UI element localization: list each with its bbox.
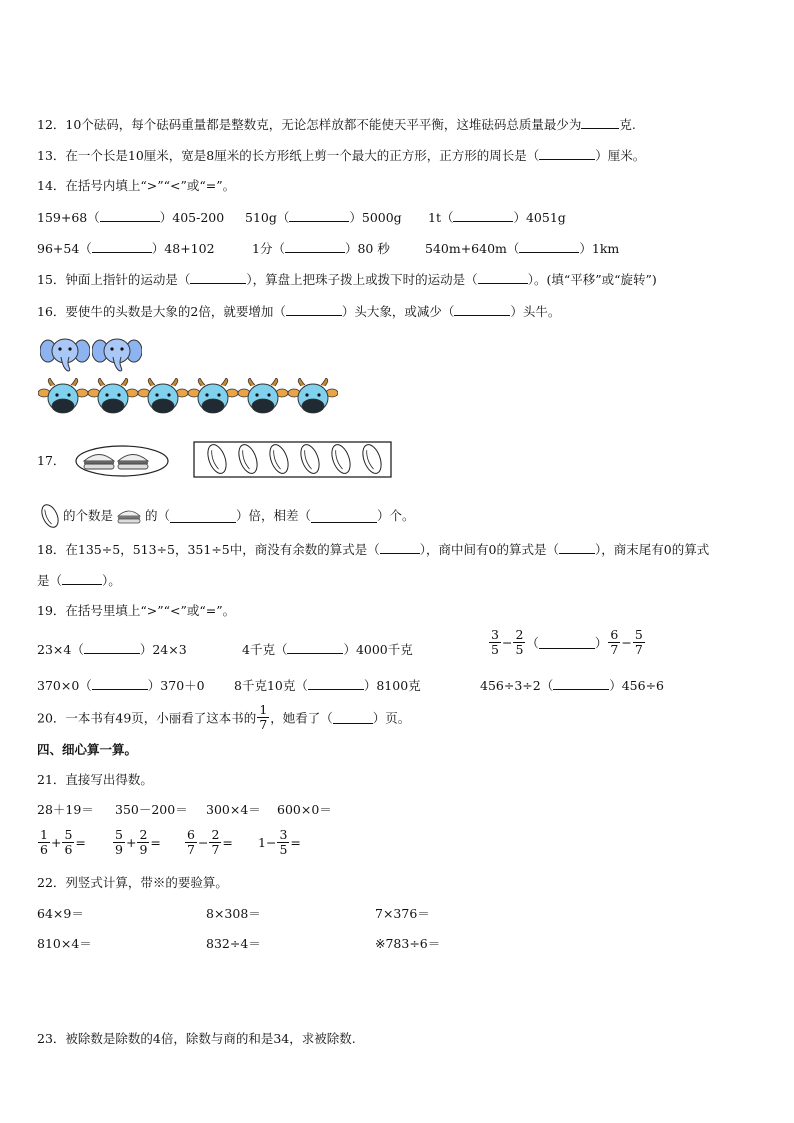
q22-item1: 64×9＝	[37, 906, 84, 921]
q13-answer-blank[interactable]	[539, 147, 595, 160]
question-20	[37, 703, 410, 732]
q21-frac-item4	[258, 828, 301, 857]
burger-icon	[115, 506, 143, 526]
q19-r2b-blank[interactable]	[308, 677, 364, 690]
fraction	[257, 703, 269, 732]
open-paren: （	[526, 635, 539, 651]
q19-r2c-r: ）456÷6	[609, 678, 665, 693]
q19-r1c-blank[interactable]	[539, 636, 595, 649]
elephant-row	[40, 337, 160, 373]
q19-r1b-blank[interactable]	[287, 641, 343, 654]
sausage-icon	[266, 442, 291, 476]
numerator: 6	[187, 827, 195, 842]
fraction	[513, 628, 525, 657]
q19-r2-item3	[480, 677, 664, 694]
fraction	[38, 828, 50, 857]
question-21-title: 21．直接写出得数。	[37, 772, 153, 787]
q21-frac-item3	[184, 828, 233, 857]
plus-sign: +	[125, 835, 137, 850]
q17-blank1[interactable]	[170, 510, 236, 523]
q17-label: 17．	[37, 453, 66, 468]
question-13	[37, 147, 645, 164]
q22-item6: ※783÷6＝	[375, 936, 441, 951]
q19-r2c-l: 456÷3÷2（	[480, 678, 554, 693]
denominator: 6	[40, 842, 48, 857]
equals-sign: =	[290, 835, 301, 850]
question-17	[37, 503, 415, 529]
q14-r2-1-left: 96+54（	[37, 241, 92, 256]
q19-r2c-blank[interactable]	[553, 677, 609, 690]
denominator: 6	[64, 842, 73, 857]
q14-r2-1-blank[interactable]	[92, 240, 152, 253]
cow-icon	[188, 378, 238, 418]
denominator: 9	[139, 842, 148, 857]
cow-icon	[38, 378, 88, 418]
q19-r1-item1	[37, 641, 187, 658]
cow-row	[38, 378, 338, 418]
burger-icon	[118, 455, 148, 470]
fraction	[62, 828, 74, 857]
q14-row2-item1	[37, 240, 215, 257]
q15-blank1[interactable]	[190, 271, 246, 284]
numerator: 2	[139, 827, 148, 842]
q18-a: 18．在135÷5，513÷5，351÷5中，商没有余数的算式是（	[37, 542, 380, 557]
q15-blank2[interactable]	[478, 271, 528, 284]
q14-r1-1-left: 159+68（	[37, 210, 100, 225]
denominator: 5	[491, 642, 499, 657]
minus-sign: −	[197, 835, 209, 850]
q12-text: 12．10个砝码，每个砝码重量都是整数克，无论怎样放都不能使天平平衡，这堆砝码总质量最少为	[37, 117, 582, 132]
equals-sign: =	[222, 835, 233, 850]
cow-icon	[138, 378, 188, 418]
q17-d: ）个。	[377, 508, 415, 523]
numerator: 5	[64, 827, 73, 842]
question-18-line1	[37, 541, 709, 558]
q19-r1a-l: 23×4（	[37, 642, 84, 657]
q14-row2-item2	[252, 240, 390, 257]
q14-r2-2-left: 1分（	[252, 241, 285, 256]
question-23: 23．被除数是除数的4倍，除数与商的和是34，求被除数.	[37, 1031, 356, 1046]
equals-sign: =	[75, 835, 86, 850]
q14-row1-item3	[428, 209, 566, 226]
q14-r2-3-blank[interactable]	[519, 240, 579, 253]
cow-icon	[238, 378, 288, 418]
q16-a: 16．要使牛的头数是大象的2倍，就要增加（	[37, 304, 286, 319]
q19-r1b-l: 4千克（	[242, 642, 288, 657]
question-15	[37, 271, 657, 288]
denominator: 7	[259, 717, 268, 732]
q20-c: ）页。	[372, 710, 411, 726]
q14-r1-2-right: ）5000g	[349, 210, 402, 225]
numerator: 3	[491, 627, 499, 642]
fraction	[633, 628, 645, 657]
q22-item5: 832÷4＝	[206, 936, 261, 951]
q22-item3: 7×376＝	[375, 906, 430, 921]
fraction	[137, 828, 149, 857]
fraction	[608, 628, 620, 657]
numerator: 5	[115, 827, 123, 842]
burger-icon	[84, 455, 114, 470]
plus-sign: +	[50, 835, 62, 850]
q14-r1-2-blank[interactable]	[289, 209, 349, 222]
q18-blank2[interactable]	[559, 541, 595, 554]
cow-icon	[288, 378, 338, 418]
q13-after: ）厘米。	[595, 148, 646, 163]
q15-b: ），算盘上把珠子拨上或拨下时的运动是（	[246, 272, 478, 287]
q20-blank[interactable]	[333, 711, 373, 724]
q22-item2: 8×308＝	[206, 906, 261, 921]
q15-c: ）。(填“平移”或“旋转”)	[527, 272, 657, 287]
q19-r2-item1	[37, 677, 205, 694]
q14-r1-3-right: ）4051g	[513, 210, 566, 225]
q14-r2-2-right: ）80 秒	[344, 241, 390, 256]
q21-frac-item2	[112, 828, 161, 857]
numerator: 6	[610, 627, 619, 642]
denominator: 9	[115, 842, 123, 857]
q19-r1a-blank[interactable]	[84, 641, 140, 654]
sausage-icon	[328, 442, 353, 476]
sausage-icon	[204, 442, 229, 476]
q19-r1-item2	[242, 641, 413, 658]
q18-blank1[interactable]	[380, 541, 420, 554]
denominator: 7	[211, 842, 220, 857]
section-heading: 四、细心算一算。	[37, 742, 138, 757]
q19-r1-item3	[488, 628, 646, 657]
q21-item3: 300×4＝	[206, 802, 261, 817]
q19-r2a-blank[interactable]	[92, 677, 148, 690]
q21-frac-item1	[37, 828, 86, 857]
q15-a: 15．钟面上指针的运动是（	[37, 272, 191, 287]
q20-b: ，她看了（	[270, 710, 333, 726]
q17-blank2[interactable]	[311, 510, 377, 523]
fraction	[113, 828, 125, 857]
denominator: 7	[634, 642, 643, 657]
one-minus: 1−	[258, 835, 277, 850]
equals-sign: =	[150, 835, 161, 850]
q14-r2-1-right: ）48+102	[151, 241, 215, 256]
q21-item2: 350－200＝	[115, 802, 188, 817]
denominator: 7	[187, 842, 195, 857]
elephant-icon	[40, 337, 90, 373]
q16-blank1[interactable]	[286, 303, 342, 316]
numerator: 5	[634, 627, 643, 642]
q18-d: 是（	[37, 573, 63, 588]
fraction	[277, 828, 289, 857]
q14-r1-1-right: ）405-200	[159, 210, 225, 225]
sausage-icon	[235, 442, 260, 476]
q19-r2-item2	[234, 677, 421, 694]
q14-r1-3-left: 1t（	[428, 210, 454, 225]
q19-r2b-r: ）8100克	[363, 678, 421, 693]
q21-item4: 600×0＝	[277, 802, 332, 817]
q12-unit: 克.	[619, 117, 636, 132]
q14-r1-1-blank[interactable]	[100, 209, 160, 222]
numerator: 2	[515, 627, 524, 642]
denominator: 5	[515, 642, 524, 657]
sausage-icon	[359, 442, 384, 476]
denominator: 7	[610, 642, 619, 657]
q14-row1-item1	[37, 209, 224, 226]
q13-text: 13．在一个长是10厘米，宽是8厘米的长方形纸上剪一个最大的正方形，正方形的周长是（	[37, 148, 540, 163]
numerator: 1	[259, 702, 268, 717]
close-paren: ）	[594, 635, 608, 651]
elephant-icon	[92, 337, 142, 373]
minus-sign: −	[501, 635, 513, 650]
q19-r2a-l: 370×0（	[37, 678, 92, 693]
q16-blank2[interactable]	[454, 303, 510, 316]
numerator: 2	[211, 827, 220, 842]
fraction	[185, 828, 197, 857]
question-19-title: 19．在括号里填上“>”“<”或“=”。	[37, 603, 236, 618]
q18-e: ）。	[102, 573, 121, 588]
q12-answer-blank[interactable]	[581, 116, 619, 129]
denominator: 5	[279, 842, 288, 857]
question-14-title: 14．在括号内填上“>”“<”或“=”。	[37, 178, 236, 193]
q18-blank3[interactable]	[62, 572, 102, 585]
q14-row2-item3	[425, 240, 619, 257]
q16-b: ）头大象，或减少（	[341, 304, 455, 319]
q21-item1: 28＋19＝	[37, 802, 94, 817]
q14-row1-item2	[245, 209, 402, 226]
q14-r2-3-left: 540m+640m（	[425, 241, 520, 256]
burger-plate-icon	[74, 443, 174, 479]
sausage-box-icon	[193, 441, 393, 479]
q17-b: 的（	[145, 508, 171, 523]
q19-r1b-r: ）4000千克	[343, 642, 413, 657]
q18-b: ），商中间有0的算式是（	[419, 542, 559, 557]
q14-r2-2-blank[interactable]	[285, 240, 345, 253]
q17-a: 的个数是	[63, 508, 114, 523]
minus-sign: −	[621, 635, 632, 650]
numerator: 3	[279, 827, 288, 842]
q19-r2a-r: ）370＋0	[147, 678, 205, 693]
cow-icon	[88, 378, 138, 418]
fraction	[489, 628, 501, 657]
q19-r2b-l: 8千克10克（	[234, 678, 308, 693]
numerator: 1	[40, 827, 48, 842]
question-16	[37, 303, 560, 320]
q14-r2-3-right: ）1km	[579, 241, 620, 256]
q14-r1-2-left: 510g（	[245, 210, 290, 225]
q18-c: ），商末尾有0的算式	[594, 542, 710, 557]
sausage-icon	[37, 503, 63, 529]
question-18-line2	[37, 572, 121, 589]
q14-r1-3-blank[interactable]	[453, 209, 513, 222]
question-22-title: 22．列竖式计算，带※的要验算。	[37, 875, 228, 890]
q19-r1a-r: ）24×3	[139, 642, 187, 657]
question-12	[37, 116, 636, 133]
fraction	[209, 828, 221, 857]
q20-a: 20．一本书有49页，小丽看了这本书的	[37, 710, 257, 726]
sausage-icon	[297, 442, 322, 476]
q22-item4: 810×4＝	[37, 936, 92, 951]
q16-c: ）头牛。	[510, 304, 561, 319]
q17-c: ）倍，相差（	[236, 508, 312, 523]
